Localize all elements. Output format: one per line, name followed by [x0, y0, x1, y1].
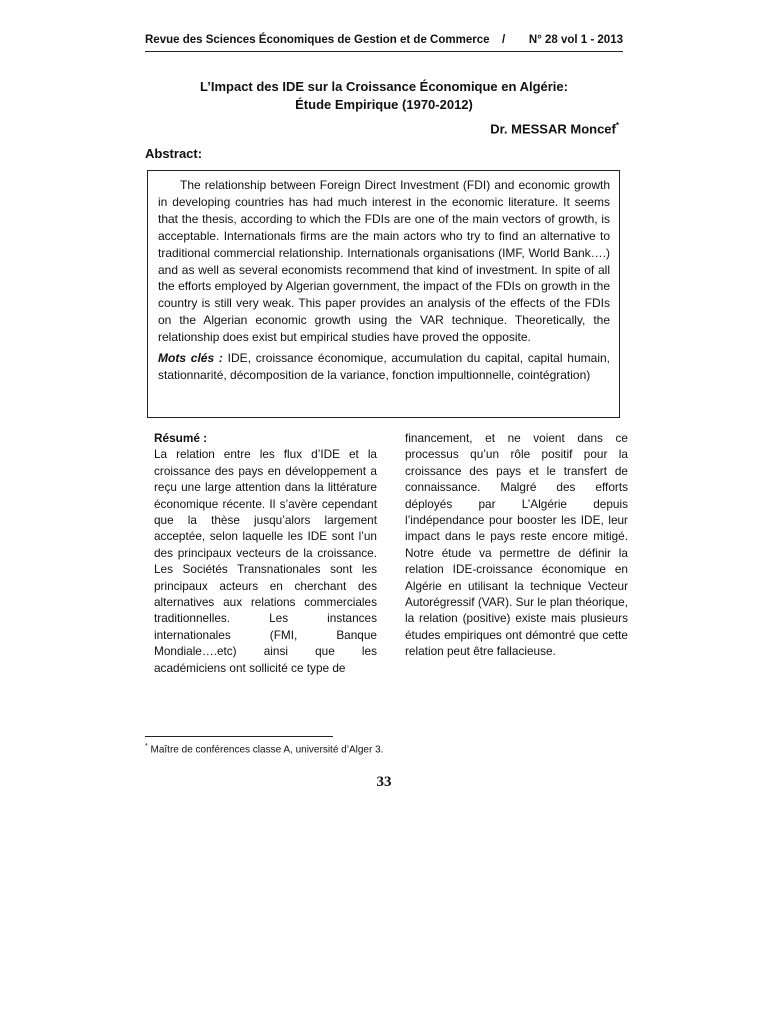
author [145, 121, 619, 136]
resume-left-column [154, 430, 377, 676]
paper-title [145, 78, 623, 114]
author-footnote-mark: * [615, 121, 619, 130]
footnote-text: Maître de conférences classe A, université d’Alger 3. [147, 744, 384, 756]
footnote-mark: * [145, 743, 148, 750]
title-line-2: Étude Empirique (1970-2012) [295, 97, 473, 112]
keywords-text: IDE, croissance économique, accumulation du capital, capital humain, stationnarité, décomposition de la variance, fonction impultionnelle, cointégration) [158, 351, 610, 382]
footnote-rule [145, 736, 333, 737]
resume-right-column [405, 430, 628, 660]
resume-label: Résumé : [154, 431, 208, 445]
footnote [145, 743, 383, 755]
keywords [158, 350, 610, 384]
abstract-text: The relationship between Foreign Direct Investment (FDI) and economic growth in developing countries has had much interest in the economic literature. It seems that the thesis, according to which the FDIs are one of the main vectors of growth, is acceptable. Internationals firms are the main actors who try to find an alternative to traditional commercial relationship. Internationals organisations (IMF, World Bank….) and as well as several economists recommend that kind of investment. In spite of all the efforts employed by Algerian government, the impact of the FDIs on growth in the country is still very weak. This paper provides an analysis of the effects of the FDIs on the Algerian economic growth using the VAR technique. Theoretically, the relationship does exist but empirical studies have proved the opposite. [158, 178, 610, 345]
resume-text-right: financement, et ne voient dans ce processus qu’un rôle positif pour la croissance des pays et le transfert de connaissance. Malgré des efforts déployés par L’Algérie depuis l’indépendance pour booster les IDE, leur impact dans le pays reste encore mitigé. Notre étude va permettre de définir la relation IDE-croissance économique en Algérie en utilisant la technique Vecteur Autorégressif (VAR). Sur le plan théorique, la relation (positive) existe mais plusieurs études empiriques ont démontré que cette relation peut être fallacieuse. [405, 431, 628, 659]
page-number: 33 [376, 774, 392, 790]
resume-text-left: La relation entre les flux d’IDE et la croissance des pays en développement a reçu une large attention dans la littérature économique récente. Il s’avère cependant que la thèse jusqu’alors largement acceptée, selon laquelle les IDE sont l’un des principaux vecteurs de la croissance. Les Sociétés Transnationales sont les principaux acteurs en cherchant des alternatives aux relations commerciales traditionnelles. Les instances internationales (FMI, Banque Mondiale….etc) ainsi que les académiciens ont sollicité ce type de [154, 447, 377, 675]
journal-name: Revue des Sciences Économiques de Gestion et de Commerce [145, 34, 490, 46]
running-header [145, 34, 623, 46]
keywords-label: Mots clés : [158, 351, 223, 366]
title-line-1: L’Impact des IDE sur la Croissance Économique en Algérie: [200, 79, 568, 94]
abstract-box [147, 170, 620, 418]
header-separator: / [502, 34, 506, 46]
issue-number: N° 28 vol 1 - 2013 [528, 34, 623, 46]
header-rule [145, 51, 623, 52]
author-name: Dr. MESSAR Moncef [490, 121, 616, 137]
abstract-heading: Abstract: [145, 146, 203, 161]
